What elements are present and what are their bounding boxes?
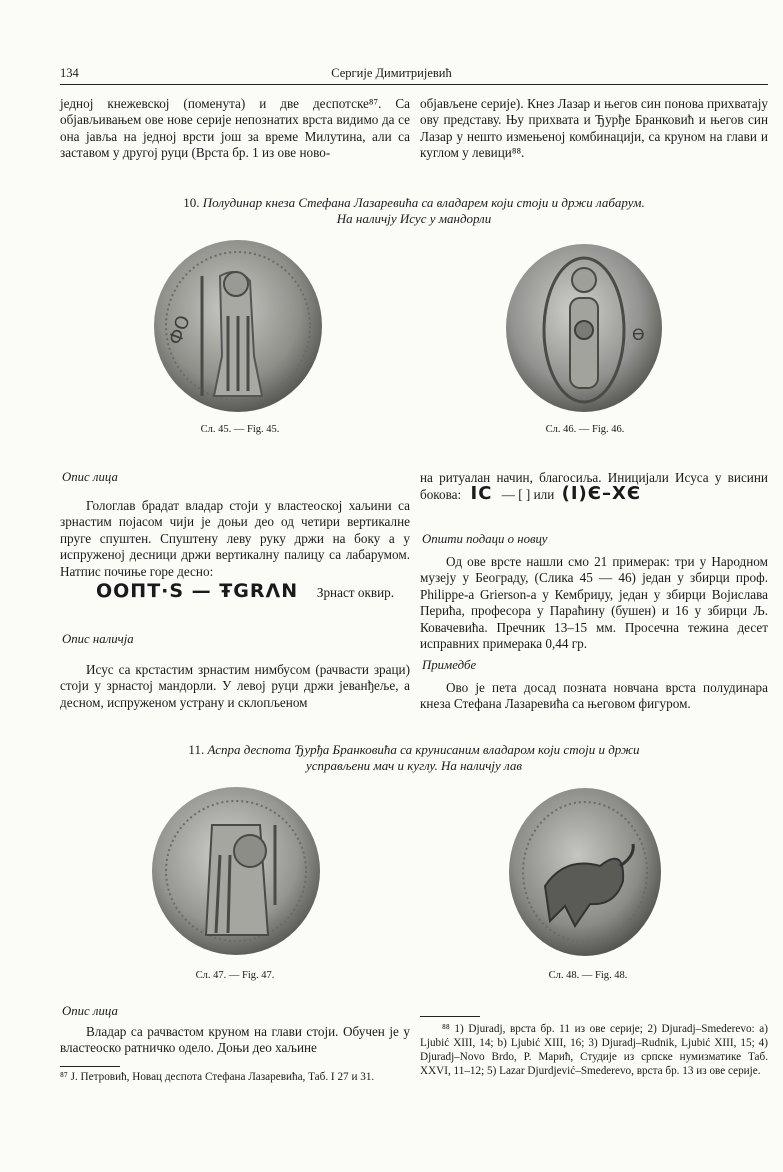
section-11-number: 11. <box>188 742 205 757</box>
reverse-heading-10: Опис наличја <box>62 632 134 646</box>
footnote-88: ⁸⁸ 1) Djuradj, врста бр. 11 из ове серије; 2) Djuradj–Smederevo: a) Ljubić XIII, 14; b) Ljubić XIII, 16; 3) Djuradj–Rudnik, Ljubić XIII, 15; 4) Djuradj–Novo Brdo, P. Марић, Студије из српске нумизматике Таб. XXVI, 11–12; 5) Lazar Djurdjević–Smederevo, врста бр. 13 из ове серије. <box>420 1023 768 1077</box>
page-number: 134 <box>60 66 79 80</box>
note-heading-10: Примедбе <box>422 658 477 672</box>
obverse-heading-11: Опис лица <box>62 1004 118 1018</box>
initials-1: IC <box>470 483 493 505</box>
reverse-text-cont: на ритуалан начин, благосиља. Иницијали Исуса у висини бокова: <box>420 470 768 503</box>
section-10-title <box>60 195 768 227</box>
header-rule <box>60 84 768 85</box>
coin-fig-48 <box>505 786 670 961</box>
footnote-rule-left <box>60 1066 120 1067</box>
general-text-10: Од ове врсте нашли смо 21 примерак: три у Народном музеју у Београду, (Слика 45 — 46) један у збирци проф. Philippe-a Grierson-a у Кембриџу, један у збирци Војислава Перића, професора у Параћину (бушен) и 16 у збирци Љ. Ковачевића. Пречник 13–15 мм. Просечна тежина десет исправних примерака 0,44 гр. <box>420 554 768 652</box>
inscription-note: Зрнаст оквир. <box>316 585 395 600</box>
fig-47-caption: Сл. 47. — Fig. 47. <box>195 970 275 981</box>
initials-separator: — [ ] или <box>501 487 555 503</box>
inscription-line <box>96 580 394 603</box>
note-text-10: Ово је пета досад позната новчана врста полудинара кнеза Стефана Лазаревића са његовом фигуром. <box>420 680 768 712</box>
section-11-title <box>60 742 768 774</box>
running-title: Сергије Димитријевић <box>331 66 452 80</box>
svg-text:Ѳ: Ѳ <box>632 325 645 344</box>
obverse-heading-10: Опис лица <box>62 470 118 484</box>
initials-2: (I)Є–ХЄ <box>561 483 642 505</box>
fig-46-caption: Сл. 46. — Fig. 46. <box>545 424 625 435</box>
section-11-title-line2: усправљени мач и куглу. На наличју лав <box>305 758 523 773</box>
inscription: ΟΟΠΤ·Ѕ — ŦGRΛN <box>96 580 299 602</box>
obverse-text-11: Владар са рачвастом круном на глави стоји. Обучен је у властеоско ратничко одело. Доњи део хаљине <box>60 1024 410 1056</box>
section-10-number: 10. <box>183 195 200 210</box>
general-heading-10: Општи подаци о новцу <box>422 532 548 546</box>
footnote-rule-right <box>420 1016 480 1017</box>
obverse-text-10: Гологлав брадат владар стоји у властеоској хаљини са зрнастим појасом чији је доњи део од четири вертикалне пруге спуштен. Спуштену леву руку држи на боку а у испруженој десници држи вертикалну палицу са лабарумом. Натпис почиње горе десно: <box>60 498 410 579</box>
top-left-paragraph: једној кнежевској (поменута) и две деспотске⁸⁷. Са објављивањем ове нове серије непознатих врста видимо да се она јавља на једној врсти још за време Милутина, али са заставом у другој руци (Врста бр. 1 из ове ново- <box>60 96 410 161</box>
fig-48-caption: Сл. 48. — Fig. 48. <box>548 970 628 981</box>
coin-fig-47 <box>150 785 325 960</box>
section-10-title-line2: На наличју Исус у мандорли <box>336 211 492 226</box>
fig-45-caption: Сл. 45. — Fig. 45. <box>200 424 280 435</box>
reverse-text-10: Исус са крстастим зрнастим нимбусом (рачвасти зраци) стоји у зрнастој мандорли. У левој руци држи јеванђеље, а десном, испруженом устрану и склопљеном <box>60 662 410 710</box>
section-11-title-line1: Аспра деспота Ђурђа Бранковића са крунисаним владаром који стоји и држи <box>207 742 640 757</box>
coin-fig-45 <box>150 236 330 416</box>
section-10-title-line1: Полудинар кнеза Стефана Лазаревића са владарем који стоји и држи лабарум. <box>202 195 645 210</box>
svg-text:ФО: ФО <box>164 312 195 348</box>
reverse-text-10-cont <box>420 470 768 504</box>
footnote-87: ⁸⁷ Ј. Петровић, Новац деспота Стефана Лазаревића, Таб. I 27 и 31. <box>60 1071 375 1083</box>
coin-fig-46 <box>500 240 670 415</box>
top-right-paragraph: објављене серије). Кнез Лазар и његов син понова прихватају ову представу. Њу прихвата и Ђурђе Бранковић и његов син Лазар у нешто измењеној комбинацији, са круном на глави и куглом у левици⁸⁸. <box>420 96 768 161</box>
